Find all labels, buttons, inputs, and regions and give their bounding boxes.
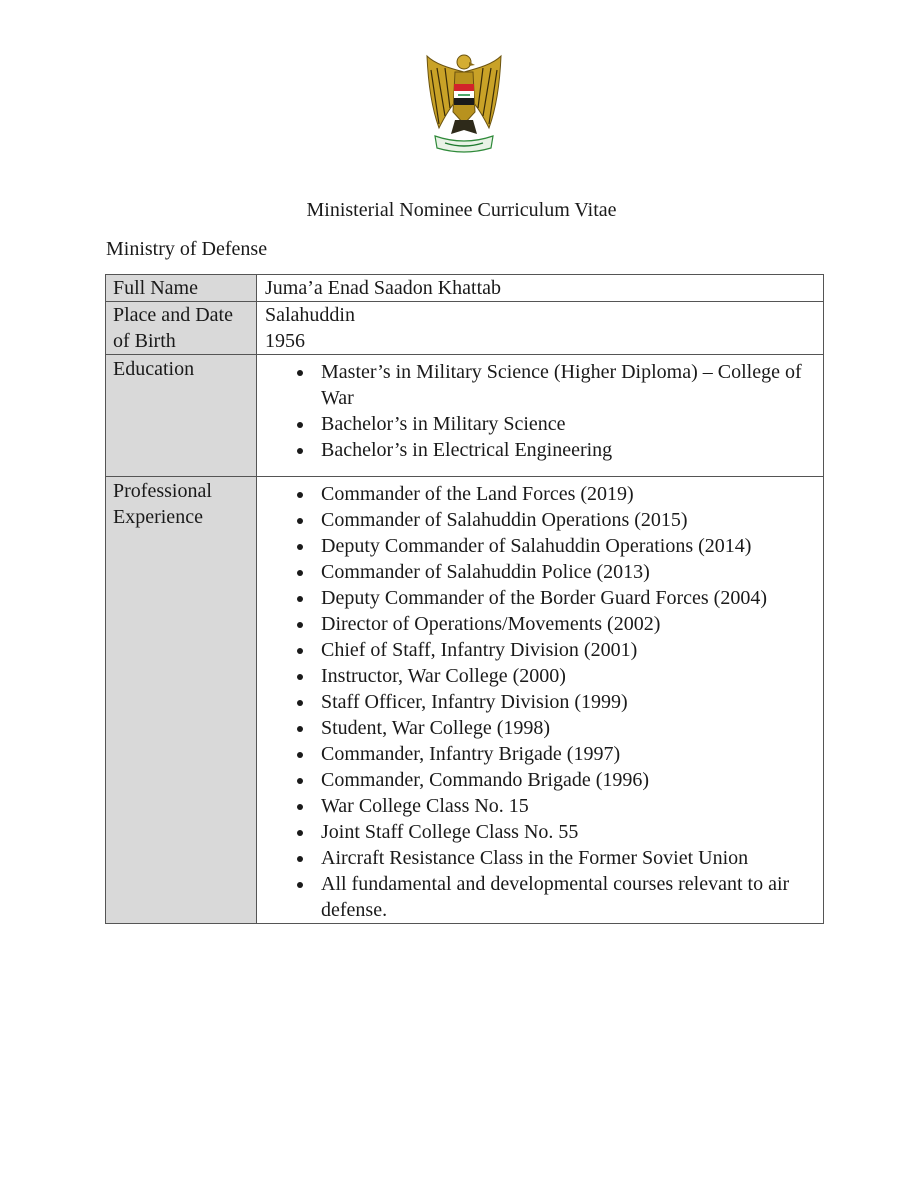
experience-item — [265, 793, 816, 819]
bullet-icon — [297, 544, 303, 550]
experience-item-text: War College Class No. 15 — [321, 795, 529, 817]
experience-item-text: Commander of Salahuddin Police (2013) — [321, 561, 650, 583]
experience-label — [106, 477, 257, 924]
bullet-icon — [297, 596, 303, 602]
experience-item-text: Chief of Staff, Infantry Division (2001) — [321, 639, 638, 661]
experience-label-line2: Experience — [113, 506, 203, 528]
iraq-emblem-icon — [425, 50, 503, 156]
experience-item — [265, 533, 816, 559]
experience-item — [265, 689, 816, 715]
experience-item — [265, 741, 816, 767]
birth-value — [257, 302, 824, 355]
experience-item — [265, 871, 816, 923]
bullet-icon — [297, 830, 303, 836]
education-list — [265, 359, 816, 463]
education-item-text: Master’s in Military Science (Higher Diploma) – College of War — [321, 361, 802, 409]
experience-item-text: Student, War College (1998) — [321, 717, 551, 739]
birth-label-line2: of Birth — [113, 330, 176, 352]
birth-label — [106, 302, 257, 355]
bullet-icon — [297, 518, 303, 524]
experience-item — [265, 845, 816, 871]
birth-label-line1: Place and Date — [113, 304, 233, 326]
experience-list — [265, 481, 816, 923]
experience-item — [265, 507, 816, 533]
experience-item-text: Commander, Commando Brigade (1996) — [321, 769, 650, 791]
experience-item — [265, 715, 816, 741]
birth-year: 1956 — [265, 330, 305, 352]
experience-item-text: Instructor, War College (2000) — [321, 665, 566, 687]
experience-item-text: Aircraft Resistance Class in the Former Soviet Union — [321, 847, 749, 869]
bullet-icon — [297, 448, 303, 454]
education-item-text: Bachelor’s in Electrical Engineering — [321, 439, 613, 461]
experience-label-line1: Professional — [113, 480, 212, 502]
experience-item-text: Deputy Commander of Salahuddin Operations (2014) — [321, 535, 752, 557]
bullet-icon — [297, 804, 303, 810]
row-full-name — [106, 275, 824, 302]
experience-item-text: Commander of the Land Forces (2019) — [321, 483, 634, 505]
cv-table — [105, 274, 824, 924]
experience-item — [265, 585, 816, 611]
experience-item-text: All fundamental and developmental courses relevant to air defense. — [321, 873, 790, 921]
education-item — [265, 411, 816, 437]
bullet-icon — [297, 422, 303, 428]
bullet-icon — [297, 492, 303, 498]
experience-item-text: Staff Officer, Infantry Division (1999) — [321, 691, 628, 713]
education-value — [257, 355, 824, 477]
education-label: Education — [106, 355, 257, 477]
bullet-icon — [297, 778, 303, 784]
experience-item-text: Deputy Commander of the Border Guard Forces (2004) — [321, 587, 767, 609]
bullet-icon — [297, 700, 303, 706]
education-item-text: Bachelor’s in Military Science — [321, 413, 566, 435]
experience-item-text: Director of Operations/Movements (2002) — [321, 613, 661, 635]
experience-item — [265, 481, 816, 507]
experience-item — [265, 767, 816, 793]
experience-item — [265, 819, 816, 845]
bullet-icon — [297, 726, 303, 732]
bullet-icon — [297, 856, 303, 862]
experience-item — [265, 611, 816, 637]
education-item — [265, 359, 816, 411]
experience-value — [257, 477, 824, 924]
full-name-label: Full Name — [106, 275, 257, 302]
experience-item-text: Commander, Infantry Brigade (1997) — [321, 743, 621, 765]
experience-item-text: Joint Staff College Class No. 55 — [321, 821, 579, 843]
row-education — [106, 355, 824, 477]
bullet-icon — [297, 622, 303, 628]
bullet-icon — [297, 674, 303, 680]
education-item — [265, 437, 816, 463]
experience-item — [265, 559, 816, 585]
experience-item — [265, 637, 816, 663]
experience-item-text: Commander of Salahuddin Operations (2015) — [321, 509, 688, 531]
row-birth — [106, 302, 824, 355]
experience-item — [265, 663, 816, 689]
bullet-icon — [297, 752, 303, 758]
full-name-value: Juma’a Enad Saadon Khattab — [257, 275, 824, 302]
bullet-icon — [297, 570, 303, 576]
bullet-icon — [297, 648, 303, 654]
birth-place: Salahuddin — [265, 304, 355, 326]
bullet-icon — [297, 370, 303, 376]
bullet-icon — [297, 882, 303, 888]
ministry-name: Ministry of Defense — [106, 238, 268, 260]
document-title: Ministerial Nominee Curriculum Vitae — [306, 199, 617, 221]
row-experience — [106, 477, 824, 924]
